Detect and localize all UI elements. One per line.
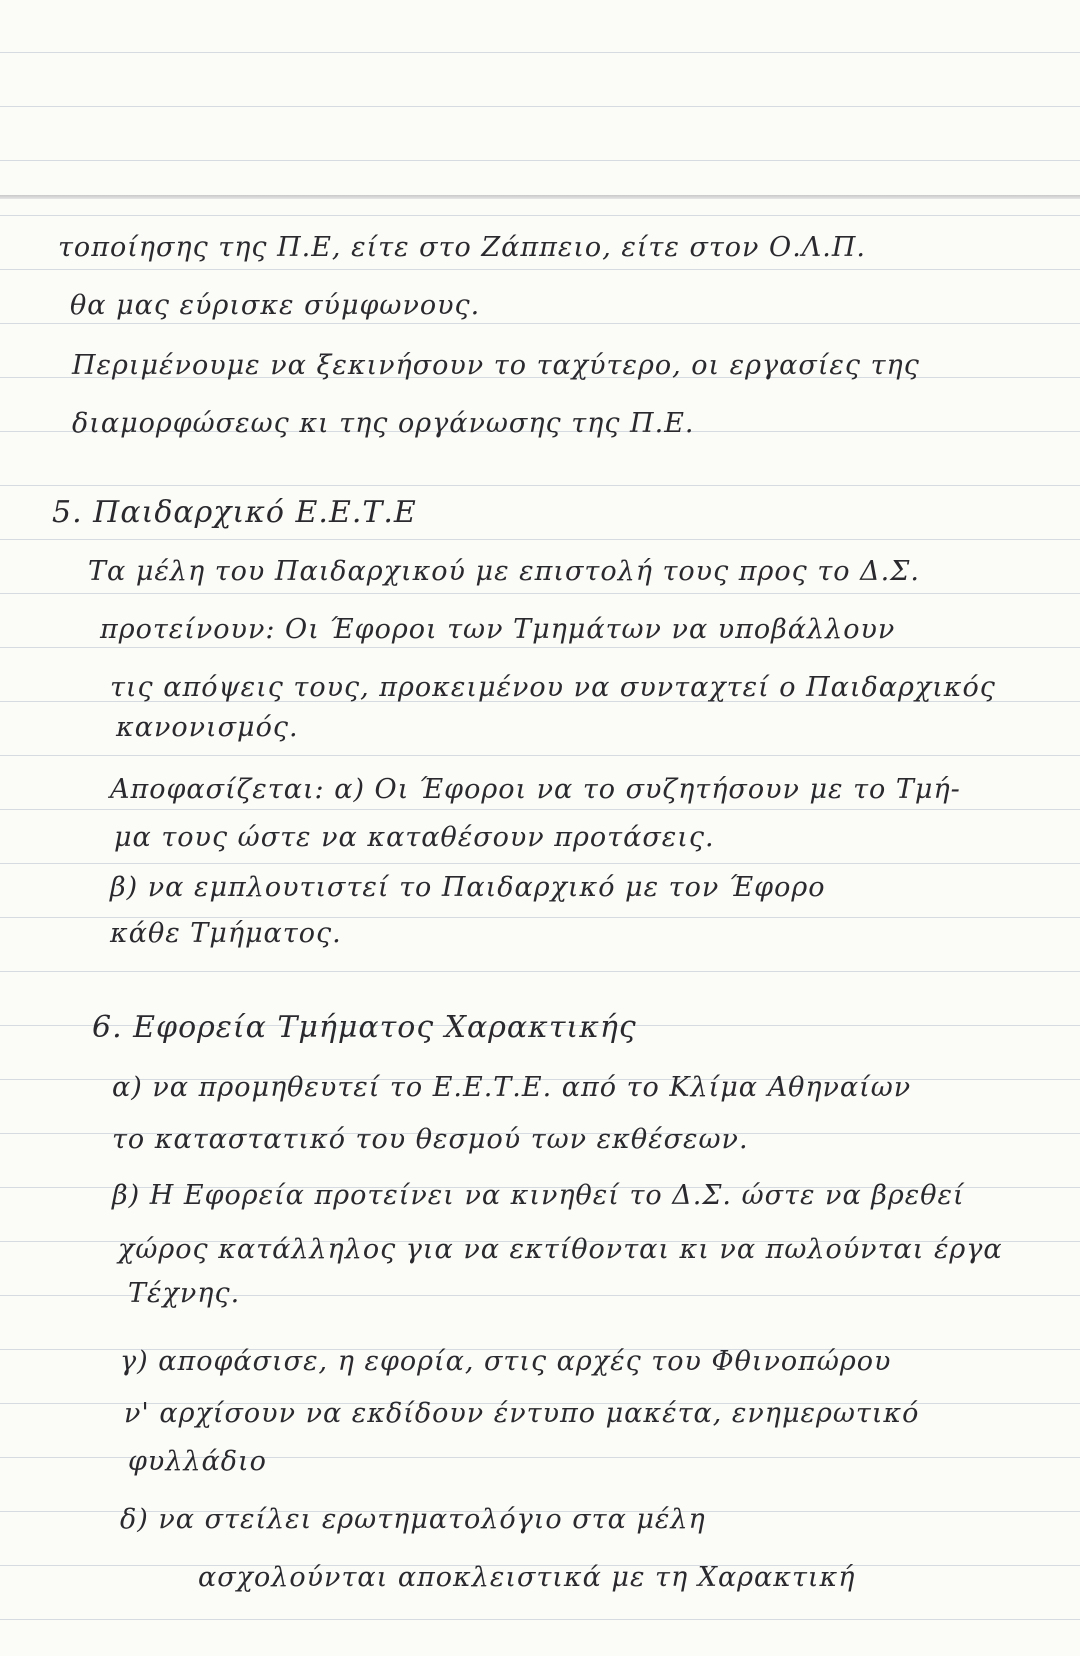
text-line: διαμορφώσεως κι της οργάνωσης της Π.Ε. xyxy=(72,408,695,439)
section-heading: 5. Παιδαρχικό Ε.Ε.Τ.Ε xyxy=(52,495,417,530)
text-line: προτείνουν: Οι Έφοροι των Τμημάτων να υποβάλλουν xyxy=(100,614,896,645)
text-line: δ) να στείλει ερωτηματολόγιο στα μέλη xyxy=(120,1504,706,1535)
text-line: τις απόψεις τους, προκειμένου να συνταχτεί ο Παιδαρχικός xyxy=(110,672,996,703)
text-line: φυλλάδιο xyxy=(128,1446,267,1477)
text-line: ασχολούνται αποκλειστικά με τη Χαρακτική xyxy=(198,1562,856,1593)
text-line: θα μας εύρισκε σύμφωνους. xyxy=(70,290,481,321)
text-line: μα τους ώστε να καταθέσουν προτάσεις. xyxy=(114,822,715,853)
text-line: Τέχνης. xyxy=(128,1278,241,1309)
text-line: χώρος κατάλληλος για να εκτίθονται κι να πωλούνται έργα xyxy=(118,1234,1003,1265)
text-line: Αποφασίζεται: α) Οι Έφοροι να το συζητήσουν με το Τμή- xyxy=(110,774,961,805)
text-line: Περιμένουμε να ξεκινήσουν το ταχύτερο, οι εργασίες της xyxy=(72,350,920,381)
text-line: β) Η Εφορεία προτείνει να κινηθεί το Δ.Σ. ώστε να βρεθεί xyxy=(112,1180,965,1211)
text-line: γ) αποφάσισε, η εφορία, στις αρχές του Φθινοπώρου xyxy=(120,1346,892,1377)
section-heading: 6. Εφορεία Τμήματος Χαρακτικής xyxy=(92,1010,637,1045)
text-line: κάθε Τμήματος. xyxy=(110,918,342,949)
text-line: Τα μέλη του Παιδαρχικού με επιστολή τους προς το Δ.Σ. xyxy=(88,556,920,587)
text-line: το καταστατικό του θεσμού των εκθέσεων. xyxy=(112,1124,749,1155)
text-line: ν' αρχίσουν να εκδίδουν έντυπο μακέτα, ενημερωτικό xyxy=(124,1398,920,1429)
text-line: κανονισμός. xyxy=(116,712,299,743)
text-line: β) να εμπλουτιστεί το Παιδαρχικό με τον Έφορο xyxy=(110,872,826,903)
text-line: α) να προμηθευτεί το Ε.Ε.Τ.Ε. από το Κλίμα Αθηναίων xyxy=(112,1072,912,1103)
text-line: τοποίησης της Π.Ε, είτε στο Ζάππειο, είτε στον Ο.Λ.Π. xyxy=(58,232,866,263)
